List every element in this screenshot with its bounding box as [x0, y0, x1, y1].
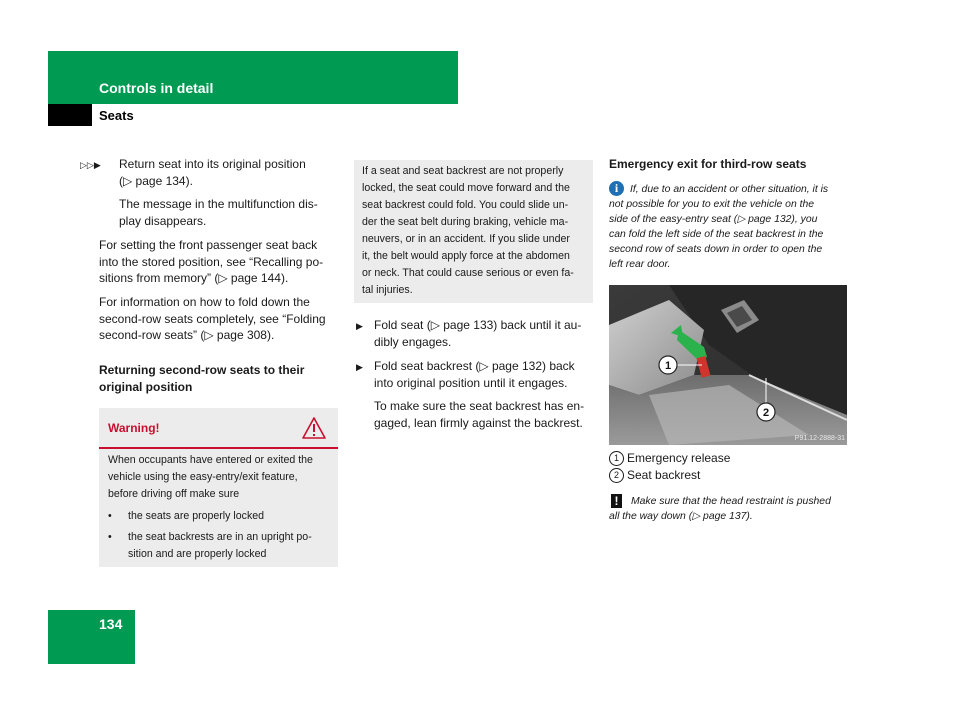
info-icon: i [609, 181, 624, 196]
warning-title: Warning! [108, 421, 160, 435]
emergency-info-text: If, due to an accident or other situation, it is not possible for you to exit the vehicle on the side of the easy-entry seat (▷ page 132), you can fold the left side of the seat backrest in the second row of seats down in order to open the left rear door. [609, 184, 829, 270]
emergency-exit-heading: Emergency exit for third-row seats [609, 157, 807, 171]
legend-item-seat-backrest: 2 Seat backrest [609, 467, 700, 484]
subsection-title: Seats [99, 108, 134, 123]
warning-bullet-marker: • [108, 531, 112, 543]
legend-number-2: 2 [609, 468, 624, 483]
message-text: The message in the multifunction dis- play disappears. [119, 197, 318, 228]
paragraph-recall: For setting the front passenger seat back into the stored position, see “Recalling po- sitions from memory” (▷ page 144). [99, 238, 324, 285]
step-return-text: Return seat into its original position (▷ page 134). [119, 157, 306, 188]
caution-info-text: If a seat and seat backrest are not properly locked, the seat could move forward and the seat backrest could fold. You could slide un- der the seat belt during braking, vehicle ma- neuvers, or in an accident. If you slide under it, the belt would apply force at the abdomen or neck. That could cause serious or even fa- tal injuries. [362, 165, 574, 296]
step-marker: ▶ [356, 321, 363, 331]
seat-photo-illustration [609, 285, 847, 445]
caution-text: Make sure that the head restraint is pushed all the way down (▷ page 137). [609, 496, 831, 522]
step-marker: ▶ [356, 362, 363, 372]
section-title: Controls in detail [99, 80, 214, 96]
paragraph-folding: For information on how to fold down the second-row seats completely, see “Folding second-row seats” (▷ page 308). [99, 295, 326, 342]
backrest-note: To make sure the seat backrest has en- gaged, lean firmly against the backrest. [374, 399, 585, 430]
page-number: 134 [99, 616, 123, 632]
caution-icon: ! [611, 494, 622, 508]
returning-heading: Returning second-row seats to their original position [99, 363, 305, 394]
callout-label-1: 1 [664, 360, 672, 372]
legend-item-emergency-release: 1 Emergency release [609, 450, 730, 467]
legend-number-1: 1 [609, 451, 624, 466]
step-fold-backrest: Fold seat backrest (▷ page 132) back into original position until it engages. [374, 359, 575, 390]
seat-release-photo [609, 285, 847, 445]
continue-marker: ▷▷▶ [80, 160, 101, 170]
header-section-bar [48, 51, 458, 104]
warning-bullet-marker: • [108, 510, 112, 522]
photo-code: P91.12-2888-31 [794, 435, 845, 442]
warning-bullet-1: the seats are properly locked [128, 510, 265, 522]
warning-bullet-2: the seat backrests are in an upright po- sition and are properly locked [128, 531, 312, 560]
warning-intro: When occupants have entered or exited the vehicle using the easy-entry/exit feature, before driving off make sure [108, 454, 313, 500]
subsection-marker [48, 104, 92, 126]
warning-triangle-icon [302, 416, 326, 440]
step-fold-seat: Fold seat (▷ page 133) back until it au- dibly engages. [374, 318, 582, 349]
callout-label-2: 2 [762, 407, 770, 419]
